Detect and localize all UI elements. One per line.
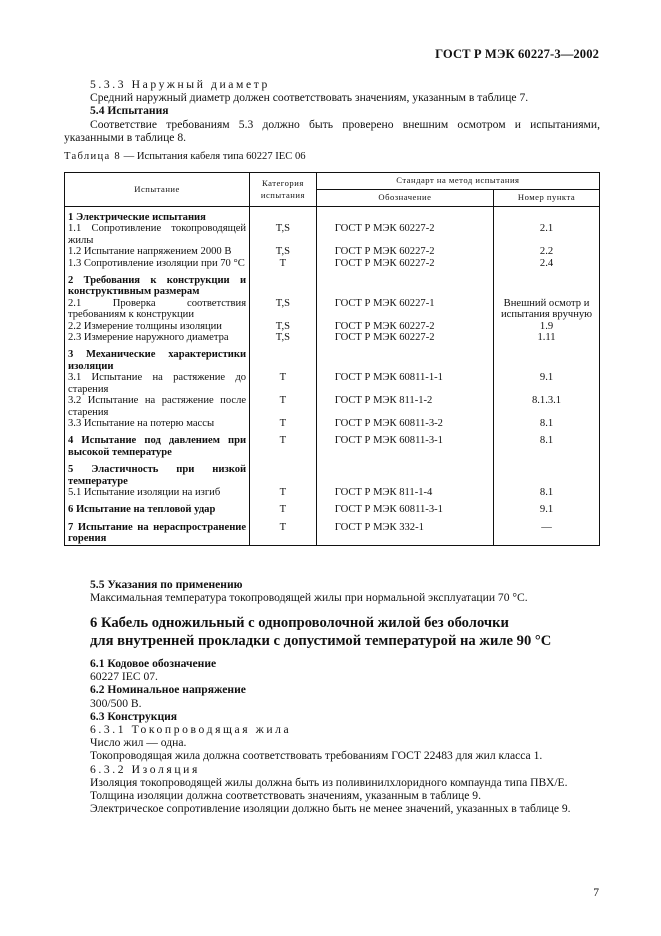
cell-category: T [250, 498, 317, 515]
cell-item: 8.1.3.1 [494, 395, 600, 418]
cell-test: 1.2 Испытание напряжением 2000 В [65, 246, 250, 257]
subsection-6-3-1-title: 6.3.1 Токопроводящая жила [90, 723, 292, 737]
cell-category: T [250, 418, 317, 429]
cell-category: T [250, 258, 317, 269]
cell-test: 5.1 Испытание изоляции на изгиб [65, 487, 250, 498]
table-row [65, 458, 600, 487]
cell-item: 1.9 [494, 321, 600, 332]
subsection-6-3-1-text1: Число жил — одна. [90, 736, 187, 750]
cell-test: 1.1 Сопротивление токопроводящей жилы [65, 223, 250, 246]
section-6-title: 6 Кабель одножильный с однопроволочной жилой без оболочки для внутренней прокладки с допустимой температурой на жиле 90 °С [90, 615, 552, 649]
col-header-category: Категория испытания [250, 173, 317, 207]
table-row [65, 332, 600, 343]
cell-designation: ГОСТ Р МЭК 811-1-4 [316, 487, 493, 498]
cell-item: 9.1 [494, 498, 600, 515]
cell-test: 1 Электрические испытания [65, 212, 250, 223]
section-6-3-title: 6.3 Конструкция [90, 709, 178, 723]
section-6-2-title: 6.2 Номинальное напряжение [90, 683, 246, 697]
table-row [65, 487, 600, 498]
cell-item: 8.1 [494, 487, 600, 498]
cell-designation: ГОСТ Р МЭК 811-1-2 [316, 395, 493, 418]
cell-category [250, 343, 317, 372]
cell-item: 2.2 [494, 246, 600, 257]
table-row [65, 212, 600, 223]
cell-item: Внешний осмотр и испытания вручную [494, 298, 600, 321]
subsection-6-3-2-text1: Изоляция токопроводящей жилы должна быть из поливинилхлоридного компаунда типа ПВХ/Е. [90, 775, 568, 789]
section-5-4-text: Соответствие требованиям 5.3 должно быть проверено внешним осмотром и испытаниями, указанными в таблице 8. [64, 117, 600, 144]
table-row [65, 298, 600, 321]
cell-designation: ГОСТ Р МЭК 60227-1 [316, 298, 493, 321]
cell-designation: ГОСТ Р МЭК 60227-2 [316, 223, 493, 246]
cell-item: 2.1 [494, 223, 600, 246]
subsection-6-3-2-text2: Толщина изоляции должна соответствовать значениям, указанным в таблице 9. [90, 789, 481, 803]
cell-designation: ГОСТ Р МЭК 60811-3-1 [316, 429, 493, 458]
cell-designation: ГОСТ Р МЭК 60811-3-2 [316, 418, 493, 429]
col-header-standard: Стандарт на метод испытания [316, 173, 599, 190]
section-5-4-title: 5.4 Испытания [90, 104, 169, 118]
cell-category: T [250, 395, 317, 418]
cell-category: T,S [250, 298, 317, 321]
subsection-6-3-2-title: 6.3.2 Изоляция [90, 762, 200, 776]
col-header-designation: Обозначение [316, 190, 493, 207]
cell-designation: ГОСТ Р МЭК 60227-2 [316, 332, 493, 343]
cell-test: 6 Испытание на тепловой удар [65, 498, 250, 515]
table-row [65, 516, 600, 545]
cell-test: 1.3 Сопротивление изоляции при 70 °С [65, 258, 250, 269]
cell-designation: ГОСТ Р МЭК 60811-1-1 [316, 372, 493, 395]
cell-category [250, 269, 317, 298]
cell-test: 3.2 Испытание на растяжение после старения [65, 395, 250, 418]
table-row [65, 258, 600, 269]
cell-designation: ГОСТ Р МЭК 60227-2 [316, 246, 493, 257]
cell-item: 1.11 [494, 332, 600, 343]
subsection-5-3-3-text: Средний наружный диаметр должен соответствовать значениям, указанным в таблице 7. [90, 91, 529, 105]
section-6-1-text: 60227 IEC 07. [90, 670, 158, 684]
cell-category: T,S [250, 246, 317, 257]
section-5-3-3-5-4 [64, 78, 600, 144]
cell-category: T [250, 429, 317, 458]
cell-test: 2.2 Измерение толщины изоляции [65, 321, 250, 332]
cell-item: 2.4 [494, 258, 600, 269]
cell-designation [316, 458, 493, 487]
cell-designation: ГОСТ Р МЭК 60227-2 [316, 321, 493, 332]
cell-category: T [250, 516, 317, 545]
cell-designation [316, 343, 493, 372]
cell-item [494, 343, 600, 372]
table-row [65, 269, 600, 298]
cell-item: 8.1 [494, 418, 600, 429]
section-5-5-text: Максимальная температура токопроводящей жилы при нормальной эксплуатации 70 °С. [90, 591, 528, 605]
table-8 [64, 172, 600, 546]
cell-item [494, 458, 600, 487]
cell-category: T,S [250, 332, 317, 343]
table-row [65, 246, 600, 257]
col-header-item: Номер пункта [494, 190, 600, 207]
cell-designation: ГОСТ Р МЭК 332-1 [316, 516, 493, 545]
cell-test: 7 Испытание на нераспространение горения [65, 516, 250, 545]
cell-test: 3 Механические характеристики изоляции [65, 343, 250, 372]
subsection-6-3-2-text3: Электрическое сопротивление изоляции должно быть не менее значений, указанных в таблице 9. [90, 802, 571, 816]
document-header: ГОСТ Р МЭК 60227-3—2002 [435, 47, 599, 61]
cell-test: 2.3 Измерение наружного диаметра [65, 332, 250, 343]
cell-test: 5 Эластичность при низкой температуре [65, 458, 250, 487]
cell-item: 8.1 [494, 429, 600, 458]
table-row [65, 498, 600, 515]
table-row [65, 343, 600, 372]
cell-designation: ГОСТ Р МЭК 60227-2 [316, 258, 493, 269]
subsection-5-3-3-title: 5.3.3 Наружный диаметр [90, 78, 270, 91]
table-row [65, 429, 600, 458]
cell-category [250, 458, 317, 487]
table-row [65, 418, 600, 429]
cell-test: 4 Испытание под давлением при высокой температуре [65, 429, 250, 458]
cell-test: 3.3 Испытание на потерю массы [65, 418, 250, 429]
cell-category: T,S [250, 223, 317, 246]
cell-item: 9.1 [494, 372, 600, 395]
page-number: 7 [593, 886, 599, 899]
table-row [65, 372, 600, 395]
cell-category [250, 212, 317, 223]
cell-test: 2.1 Проверка соответствия требованиям к конструкции [65, 298, 250, 321]
table-row [65, 223, 600, 246]
section-6-body [64, 657, 600, 815]
table-row [65, 321, 600, 332]
cell-designation [316, 269, 493, 298]
cell-test: 3.1 Испытание на растяжение до старения [65, 372, 250, 395]
table-8-caption: Таблица 8 — Испытания кабеля типа 60227 IEC 06 [64, 151, 306, 162]
cell-item [494, 269, 600, 298]
section-5-5-title: 5.5 Указания по применению [90, 578, 243, 591]
cell-category: T,S [250, 321, 317, 332]
cell-category: T [250, 487, 317, 498]
cell-test: 2 Требования к конструкции и конструктивным размерам [65, 269, 250, 298]
table-row [65, 395, 600, 418]
cell-item [494, 212, 600, 223]
subsection-6-3-1-text2: Токопроводящая жила должна соответствовать требованиям ГОСТ 22483 для жил класса 1. [90, 749, 543, 763]
cell-designation: ГОСТ Р МЭК 60811-3-1 [316, 498, 493, 515]
section-6-1-title: 6.1 Кодовое обозначение [90, 657, 217, 670]
section-6-2-text: 300/500 В. [90, 696, 142, 710]
cell-item: — [494, 516, 600, 545]
cell-category: T [250, 372, 317, 395]
section-5-5 [64, 578, 600, 604]
col-header-test: Испытание [65, 173, 250, 207]
cell-designation [316, 212, 493, 223]
